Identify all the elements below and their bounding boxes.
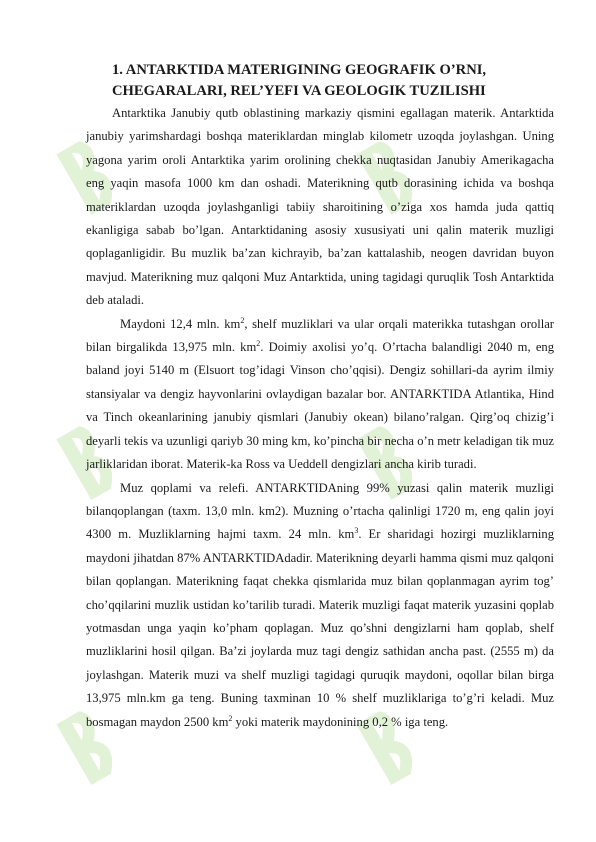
paragraph-intro: Antarktika Janubiy qutb oblastining markaziy qismini egallagan materik. Antarktida janubiy yarimshardagi boshqa materiklardan minglab kilometr uzoqda joylashgan. Uning yagona yarim oroli Antarktika yarim orolining chekka nuqtasidan Janubiy Amerikagacha eng yaqin masofa 1000 km dan oshadi. Materikning qutb dorasining ichida va boshqa materiklardan uzoqda joylashganligi tabiiy sharoitining o’ziga xos hamda juda qattiq ekanligiga sabab bo’lgan. Antarktidaning asosiy xususiyati uni qalin materik muzligi qoplaganligidir. Bu muzlik ba’zan kichrayib, ba’zan kattalashib, neogen davridan buyon mavjud. Materikning muz qalqoni Muz Antarktida, uning tagidagi quruqlik Tosh Antarktida deb ataladi. <box>86 106 554 308</box>
paragraph-ice-cover <box>86 477 554 734</box>
superscript: 2 <box>228 713 233 723</box>
superscript: 2 <box>240 315 245 325</box>
paragraph-area-text-b: , shelf muzliklari va ular orqali materikka tutashgan orollar bilan birgalikda 13,975 mln. km <box>86 316 554 355</box>
paragraph-area <box>86 313 554 477</box>
paragraph-ice-text-b: . Er sharidagi hozirgi muzliklarning maydoni jihatdan 87% ANTARKTIDAdadir. Materikning deyarli hamma qismi muz qalqoni bilan qoplangan. Materikning faqat chekka qismlarida muz bilan qoplanmagan ayrim tog’ cho’qqilarini muzlik ustidan ko’tarilib turadi. Materik muzligi faqat materik yuzasini qoplab yotmasdan unga yaqin ko’pham qoplagan. Muz qo’shni dengizlarni ham qoplab, shelf muzliklarini hosil qilgan. Ba’zi joylarda muz tagi dengiz sathidan ancha past. (2555 m) da joylashgan. Materik muzi va shelf muzligi tagidagi quruqik maydoni, oqollar bilan birga 13,975 mln.km ga teng. Buning taxminan 10 % shelf muzliklariga to’g’ri keladi. Muz bosmagan maydon 2500 km <box>86 527 554 729</box>
paragraph-ice-text-c: yoki materik maydonining 0,2 % iga teng. <box>232 714 449 729</box>
section-title-line2: CHEGARALARI, REL’YEFI VA GEOLOGIK TUZILISHI <box>112 83 486 99</box>
section-title <box>86 60 554 102</box>
paragraph-area-text-c: . Doimiy axolisi yo’q. O’rtacha balandligi 2040 m, eng baland joyi 5140 m (Elsuort tog’idagi Vinson cho’qqisi). Dengiz sohillari-da ayrim ilmiy stansiyalar va dengiz hayvonlarini ovlaydigan bazalar bor. ANTARKTIDA Atlantika, Hind va Tinch okeanlarining janubiy qismlari (Janubiy okean) bilano’ralgan. Qirg’oq chizig’i deyarli tekis va uzunligi qariyb 30 ming km, ko’pincha bir necha o’n metr keladigan tik muz jarliklaridan iborat. Materik-ka Ross va Ueddell dengizlari ancha kirib turadi. <box>86 340 554 472</box>
section-title-line1: 1. ANTARKTIDA MATERIGINING GEOGRAFIK O’RNI, <box>112 62 487 78</box>
superscript: 3 <box>354 526 359 536</box>
paragraph-ice-text-a: Muz qoplami va relefi. ANTARKTIDAning 99% yuzasi qalin materik muzligi bilanqoplangan (taxm. 13,0 mln. km2). Muzning o’rtacha qalinligi 1720 m, eng qalin joyi 4300 m. Muzliklarning hajmi taxm. 24 mln. km <box>86 480 554 542</box>
superscript: 2 <box>256 338 261 348</box>
document-body <box>86 60 554 734</box>
paragraph-area-text-a: Maydoni 12,4 mln. km <box>120 316 241 331</box>
